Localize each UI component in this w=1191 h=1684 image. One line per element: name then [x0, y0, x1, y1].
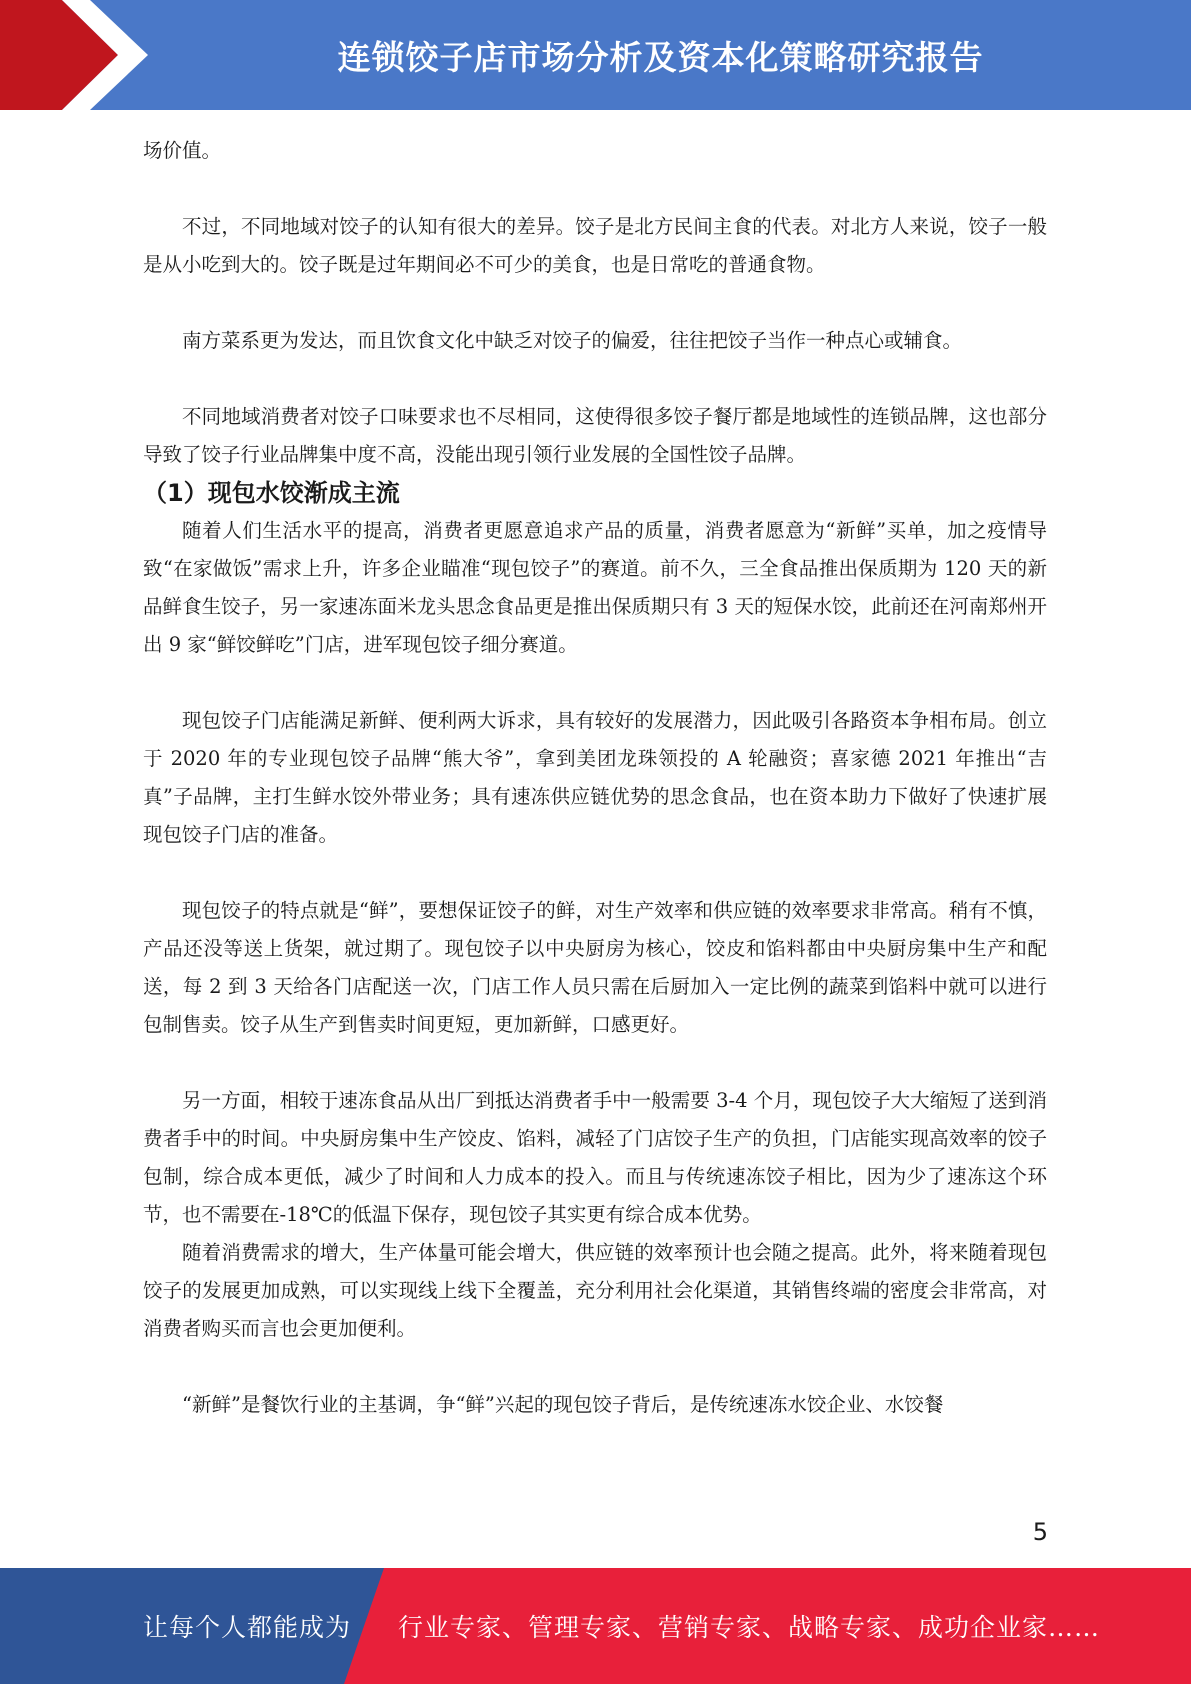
page-number: 5 — [1032, 1518, 1048, 1546]
paragraph: 南方菜系更为发达，而且饮食文化中缺乏对饺子的偏爱，往往把饺子当作一种点心或辅食。 — [182, 329, 963, 352]
paragraph: 不过，不同地域对饺子的认知有很大的差异。饺子是北方民间主食的代表。对北方人来说，饺子一般是从小吃到大的。饺子既是过年期间必不可少的美食，也是日常吃的普通食物。 — [143, 215, 1047, 276]
paragraph: 现包饺子门店能满足新鲜、便利两大诉求，具有较好的发展潜力，因此吸引各路资本争相布局。创立于 2020 年的专业现包饺子品牌“熊大爷”，拿到美团龙珠领投的 A 轮融资；喜家德 2021 年推出“吉真”子品牌，主打生鲜水饺外带业务；具有速冻供应链优势的思念食品，也在资本助力下做好了快速扩展现包饺子门店的准备。 — [143, 709, 1047, 846]
paragraph: 另一方面，相较于速冻食品从出厂到抵达消费者手中一般需要 3-4 个月，现包饺子大大缩短了送到消费者手中的时间。中央厨房集中生产饺皮、馅料，减轻了门店饺子生产的负担，门店能实现高效率的饺子包制，综合成本更低，减少了时间和人力成本的投入。而且与传统速冻饺子相比，因为少了速冻这个环节，也不需要在-18℃的低温下保存，现包饺子其实更有综合成本优势。 — [143, 1089, 1047, 1226]
paragraph: 不同地域消费者对饺子口味要求也不尽相同，这使得很多饺子餐厅都是地域性的连锁品牌，这也部分导致了饺子行业品牌集中度不高，没能出现引领行业发展的全国性饺子品牌。 — [143, 405, 1047, 466]
page-content — [143, 132, 1047, 1424]
section-heading: （1）现包水饺渐成主流 — [143, 479, 400, 507]
footer-slogan-left: 让每个人都能成为 — [143, 1613, 352, 1642]
paragraph: 随着人们生活水平的提高，消费者更愿意追求产品的质量，消费者愿意为“新鲜”买单，加之疫情导致“在家做饭”需求上升，许多企业瞄准“现包饺子”的赛道。前不久，三全食品推出保质期为 120 天的新品鲜食生饺子，另一家速冻面米龙头思念食品更是推出保质期只有 3 天的短保水饺，此前还在河南郑州开出 9 家“鲜饺鲜吃”门店，进军现包饺子细分赛道。 — [143, 519, 1047, 656]
paragraph: 现包饺子的特点就是“鲜”，要想保证饺子的鲜，对生产效率和供应链的效率要求非常高。稍有不慎，产品还没等送上货架，就过期了。现包饺子以中央厨房为核心，饺皮和馅料都由中央厨房集中生产和配送，每 2 到 3 天给各门店配送一次，门店工作人员只需在后厨加入一定比例的蔬菜到馅料中就可以进行包制售卖。饺子从生产到售卖时间更短，更加新鲜，口感更好。 — [143, 899, 1047, 1036]
page-footer — [0, 1568, 1191, 1684]
paragraph: 随着消费需求的增大，生产体量可能会增大，供应链的效率预计也会随之提高。此外，将来随着现包饺子的发展更加成熟，可以实现线上线下全覆盖，充分利用社会化渠道，其销售终端的密度会非常高，对消费者购买而言也会更加便利。 — [143, 1241, 1047, 1340]
paragraph: 场价值。 — [143, 139, 222, 162]
paragraph: “新鲜”是餐饮行业的主基调，争“鲜”兴起的现包饺子背后，是传统速冻水饺企业、水饺餐 — [182, 1393, 944, 1416]
footer-slogan-right: 行业专家、管理专家、营销专家、战略专家、成功企业家…… — [398, 1613, 1101, 1642]
report-title: 连锁饺子店市场分析及资本化策略研究报告 — [337, 37, 984, 77]
page-header — [0, 0, 1191, 110]
